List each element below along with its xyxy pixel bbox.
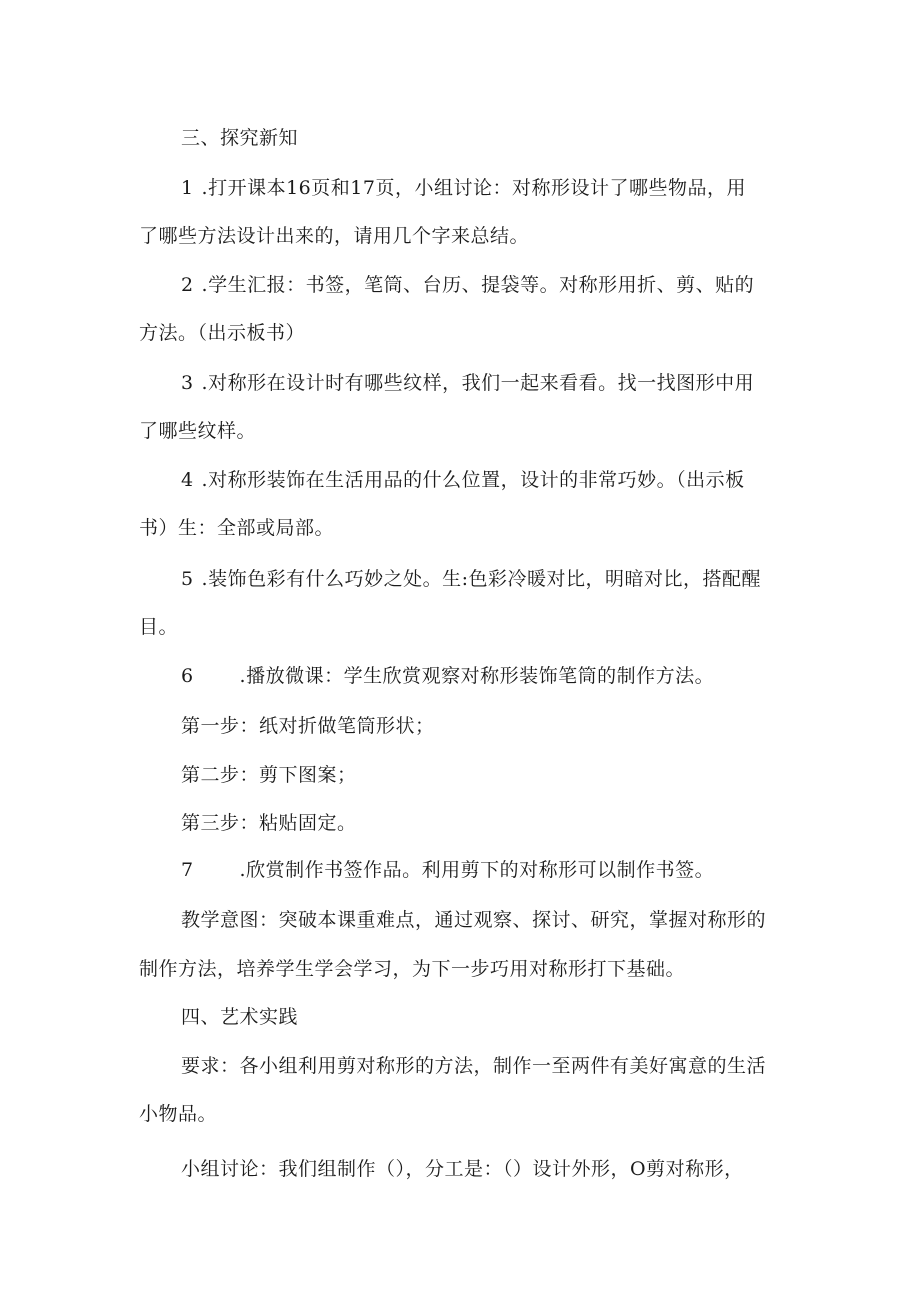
item-7-number: 7 xyxy=(181,859,194,881)
item-1-text: .打开课本16页和17页，小组讨论：对称形设计了哪些物品，用 xyxy=(201,177,746,199)
item-2-number: 2 xyxy=(181,274,194,296)
section-heading-4: 四、艺术实践 xyxy=(181,1006,299,1028)
item-3-number: 3 xyxy=(181,372,194,394)
discussion-line-1: 小组讨论：我们组制作（），分工是：（）设计外形，O剪对称形， xyxy=(181,1158,744,1180)
item-5-line-2: 目。 xyxy=(139,616,179,638)
requirement-line-1: 要求：各小组利用剪对称形的方法，制作一至两件有美好寓意的生活 xyxy=(181,1055,767,1077)
item-6-text: .播放微课：学生欣赏观察对称形装饰笔筒的制作方法。 xyxy=(239,665,715,687)
item-4-line-2: 书）生：全部或局部。 xyxy=(139,517,335,539)
step-1: 第一步：纸对折做笔筒形状； xyxy=(181,715,435,737)
item-4-line-1 xyxy=(181,467,745,493)
step-3: 第三步：粘贴固定。 xyxy=(181,812,357,834)
item-3-line-2: 了哪些纹样。 xyxy=(139,420,257,442)
step-2: 第二步：剪下图案； xyxy=(181,764,357,786)
item-1-number: 1 xyxy=(181,177,194,199)
item-7-text: .欣赏制作书签作品。利用剪下的对称形可以制作书签。 xyxy=(239,859,715,881)
teaching-intent-line-2: 制作方法，培养学生学会学习，为下一步巧用对称形打下基础。 xyxy=(139,958,686,980)
item-4-text: .对称形装饰在生活用品的什么位置，设计的非常巧妙。（出示板 xyxy=(201,469,745,491)
requirement-line-2: 小物品。 xyxy=(139,1103,218,1125)
item-1-line-2: 了哪些方法设计出来的，请用几个字来总结。 xyxy=(139,225,530,247)
teaching-intent-line-1: 教学意图：突破本课重难点，通过观察、探讨、研究，掌握对称形的 xyxy=(181,909,767,931)
item-5-number: 5 xyxy=(181,568,194,590)
section-heading-3: 三、探究新知 xyxy=(181,127,299,149)
item-5-text: .装饰色彩有什么巧妙之处。生:色彩冷暖对比，明暗对比，搭配醒 xyxy=(201,568,761,590)
item-3-line-1 xyxy=(181,370,754,396)
item-3-text: .对称形在设计时有哪些纹样，我们一起来看看。找一找图形中用 xyxy=(201,372,755,394)
item-4-number: 4 xyxy=(181,469,194,491)
item-6-number: 6 xyxy=(181,665,194,687)
item-1-line-1 xyxy=(181,175,746,201)
item-6-line-1 xyxy=(181,663,714,689)
item-2-line-1 xyxy=(181,272,754,298)
item-7-line-1 xyxy=(181,857,714,883)
item-2-line-2: 方法。（出示板书） xyxy=(139,322,306,344)
item-5-line-1 xyxy=(181,566,761,592)
item-2-text: .学生汇报：书签，笔筒、台历、提袋等。对称形用折、剪、贴的 xyxy=(201,274,755,296)
